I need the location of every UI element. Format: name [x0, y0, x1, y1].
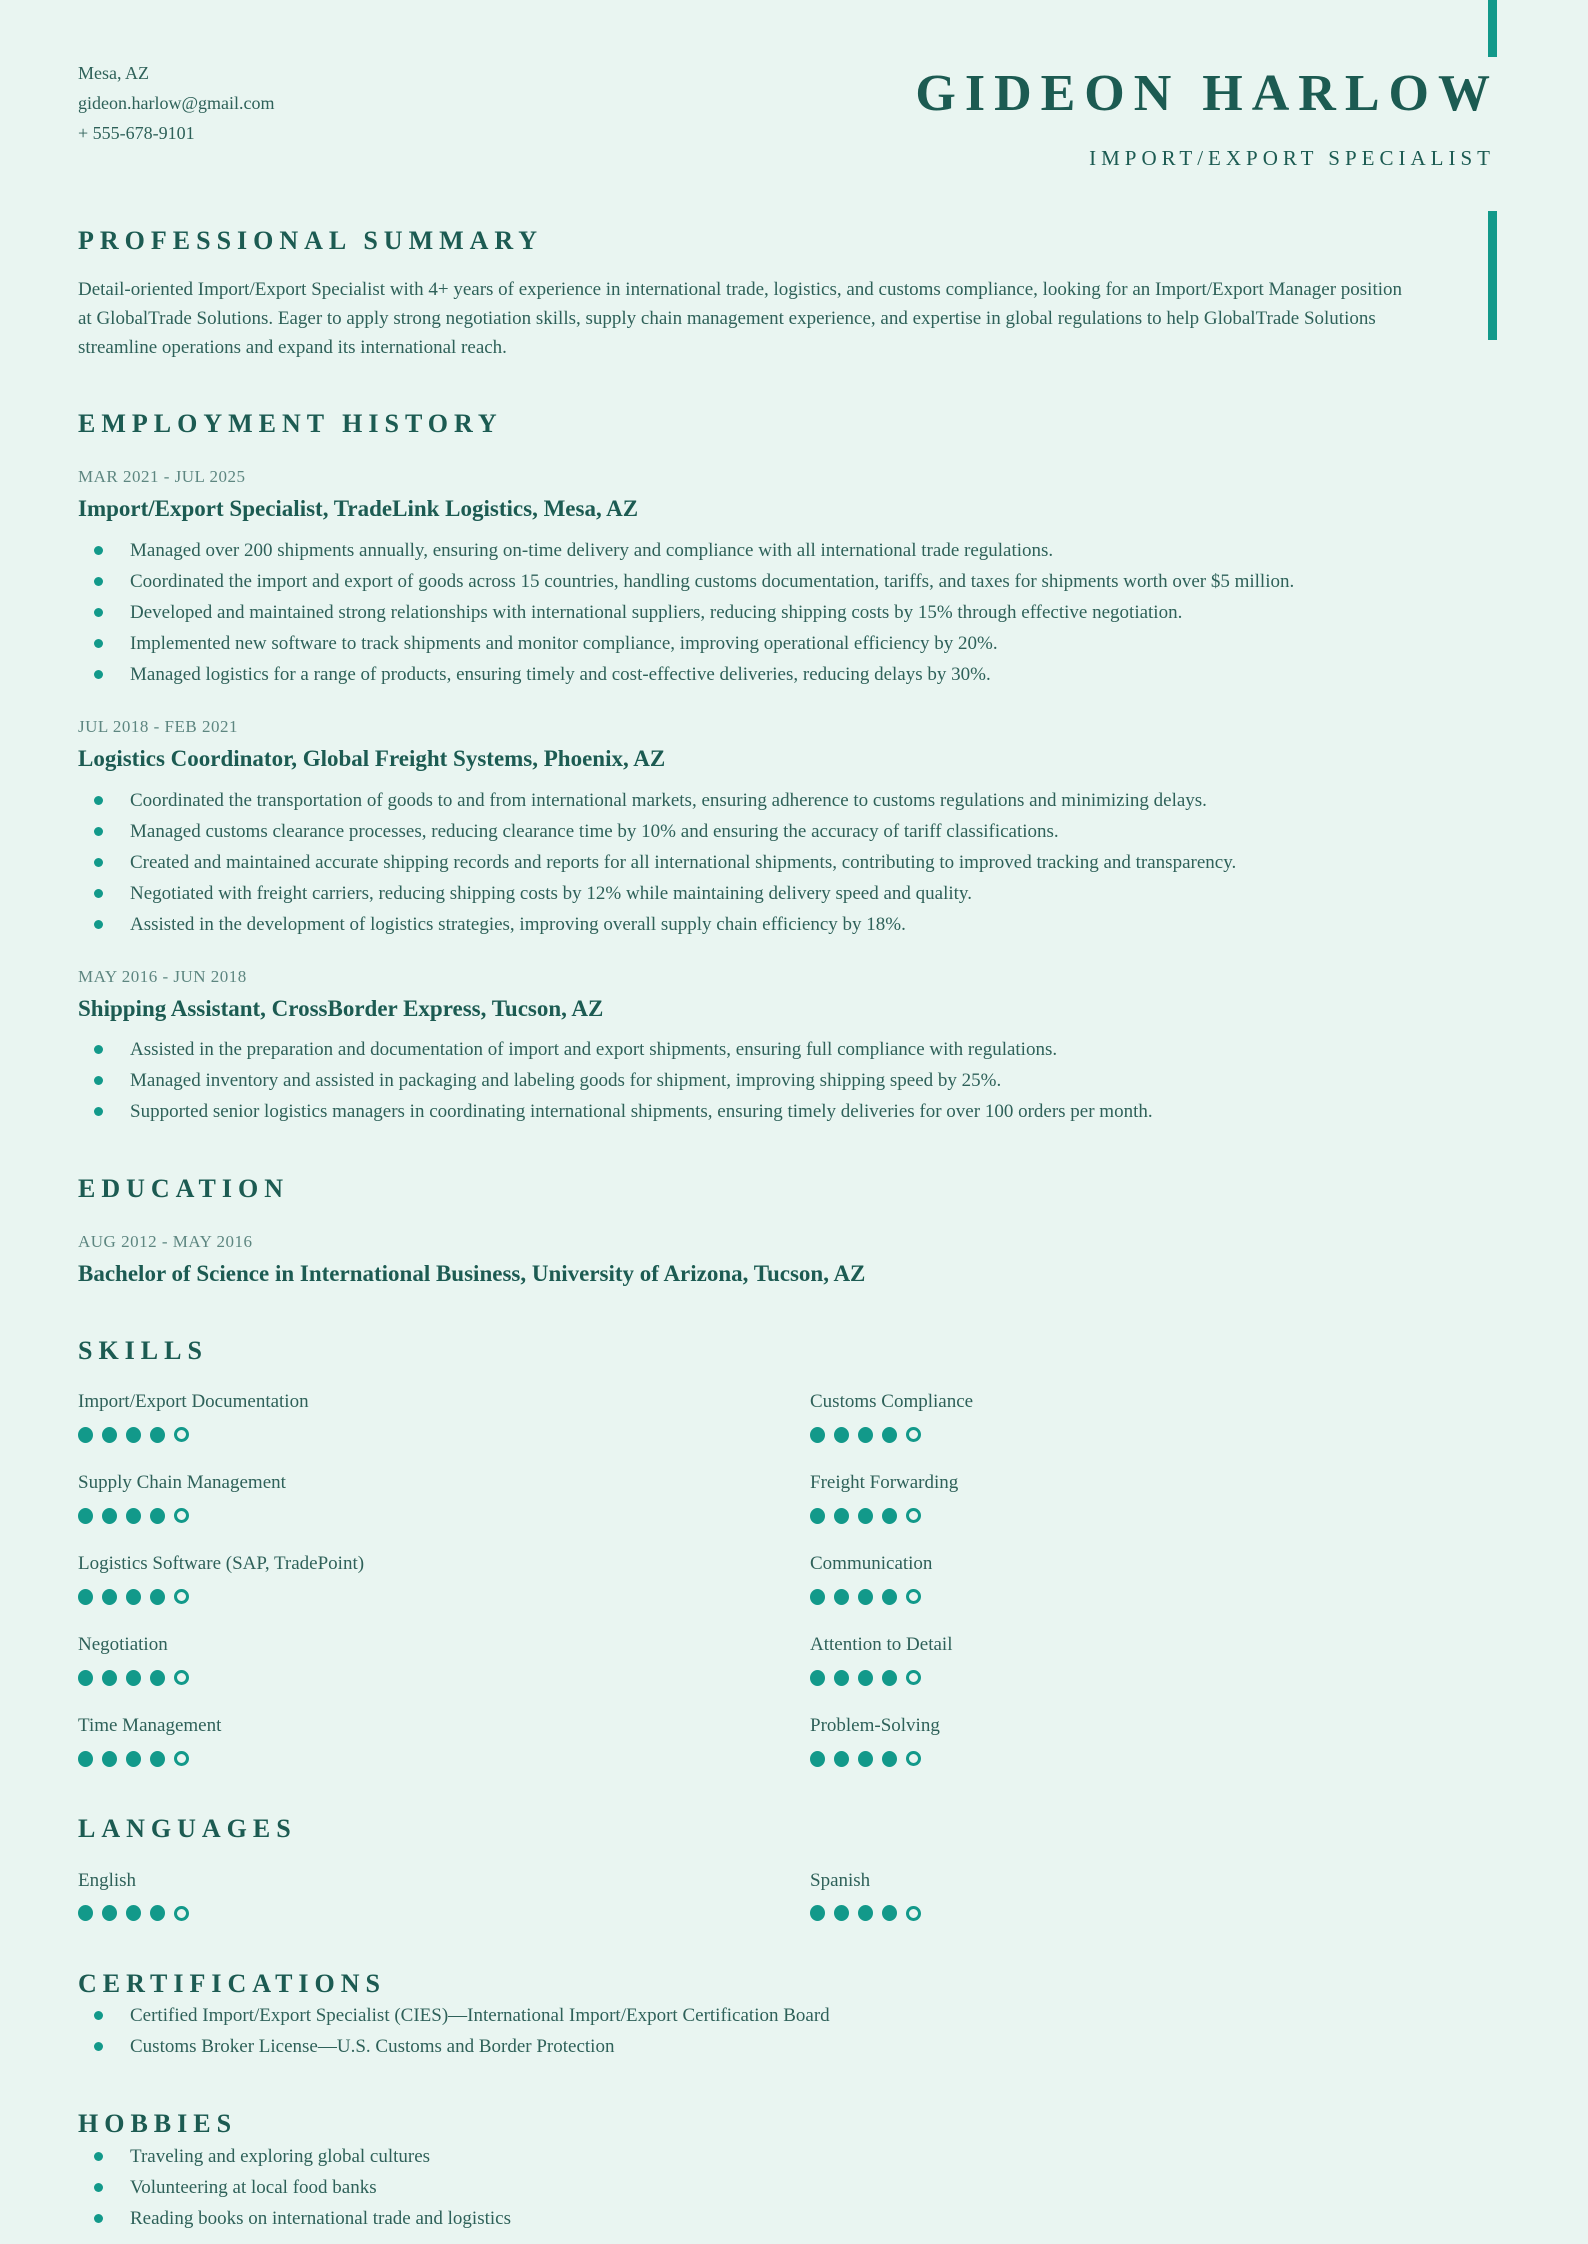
rating-dot-filled [78, 1589, 93, 1605]
job-title: Shipping Assistant, CrossBorder Express, Tucson, AZ [78, 995, 604, 1021]
rating-dot-filled [858, 1905, 873, 1921]
education-dates: AUG 2012 - MAY 2016 [78, 1231, 253, 1251]
hobby-item: Volunteering at local food banks [78, 2172, 1490, 2203]
bullet-item: Coordinated the transportation of goods to and from international markets, ensuring adherence to customs regulations and minimizing delays. [78, 785, 1490, 816]
certification-item: Certified Import/Export Specialist (CIES)—International Import/Export Certification Board [78, 2000, 1490, 2031]
rating-dot-filled [150, 1427, 165, 1443]
skill-item [78, 1634, 810, 1686]
skill-item [810, 1472, 1490, 1524]
skill-label: Customs Compliance [810, 1391, 974, 1412]
section-heading: PROFESSIONAL SUMMARY [78, 226, 544, 255]
rating-dot-empty [174, 1751, 189, 1766]
skill-label: Communication [810, 1553, 933, 1574]
rating-dot-filled [78, 1427, 93, 1443]
education-degree: Bachelor of Science in International Business, University of Arizona, Tucson, AZ [78, 1260, 866, 1286]
job-dates: JUL 2018 - FEB 2021 [78, 716, 238, 736]
bullet-item: Created and maintained accurate shipping records and reports for all international shipments, contributing to improved tracking and transparency. [78, 847, 1490, 878]
rating-dot-filled [810, 1589, 825, 1605]
certification-item: Customs Broker License—U.S. Customs and Border Protection [78, 2031, 1490, 2062]
bullet-item: Developed and maintained strong relationships with international suppliers, reducing shipping costs by 15% through effective negotiation. [78, 597, 1490, 628]
section-certifications [78, 1968, 1490, 2063]
section-heading: CERTIFICATIONS [78, 1968, 386, 1998]
skill-label: Time Management [78, 1715, 222, 1736]
rating-dot-empty [906, 1670, 921, 1685]
language-rating-dots [810, 1905, 1490, 1922]
rating-dot-filled [834, 1905, 849, 1921]
rating-dot-filled [834, 1508, 849, 1524]
section-heading: HOBBIES [78, 2109, 238, 2138]
bullet-item: Coordinated the import and export of goods across 15 countries, handling customs documentation, tariffs, and taxes for shipments worth over $5 million. [78, 566, 1490, 597]
bullet-item: Negotiated with freight carriers, reducing shipping costs by 12% while maintaining delivery speed and quality. [78, 878, 1490, 909]
hobby-item: Traveling and exploring global cultures [78, 2141, 1490, 2172]
role-title: IMPORT/EXPORT SPECIALIST [1089, 146, 1495, 170]
summary-text: Detail-oriented Import/Export Specialist with 4+ years of experience in international trade, logistics, and customs compliance, looking for an Import/Export Manager position at GlobalTrade Solutions. Eager to apply strong negotiation skills, supply chain management experience, and expertise in global regulations to help GlobalTrade Solutions streamline operations and expand its international reach. [78, 278, 1402, 358]
hobby-list [78, 2141, 1490, 2234]
rating-dot-filled [150, 1751, 165, 1767]
skill-rating-dots [78, 1588, 810, 1605]
rating-dot-filled [150, 1905, 165, 1921]
rating-dot-empty [906, 1589, 921, 1604]
job-dates: MAY 2016 - JUN 2018 [78, 966, 247, 986]
skill-rating-dots [78, 1507, 810, 1524]
language-label: English [78, 1869, 137, 1891]
contact-email: gideon.harlow@gmail.com [78, 93, 275, 113]
skills-grid [78, 1391, 1490, 1767]
rating-dot-empty [174, 1670, 189, 1685]
rating-dot-filled [102, 1670, 117, 1686]
skill-rating-dots [810, 1669, 1490, 1686]
skill-rating-dots [810, 1750, 1490, 1767]
rating-dot-filled [810, 1508, 825, 1524]
rating-dot-filled [78, 1670, 93, 1686]
skill-label: Negotiation [78, 1634, 168, 1655]
rating-dot-filled [102, 1427, 117, 1443]
rating-dot-filled [810, 1670, 825, 1686]
rating-dot-filled [102, 1508, 117, 1524]
rating-dot-filled [126, 1670, 141, 1686]
job-dates: MAR 2021 - JUL 2025 [78, 467, 246, 486]
rating-dot-filled [150, 1508, 165, 1524]
job-entry [78, 967, 1490, 1128]
bullet-item: Managed inventory and assisted in packaging and labeling goods for shipment, improving shipping speed by 25%. [78, 1065, 1490, 1096]
skill-rating-dots [810, 1507, 1490, 1524]
bullet-item: Managed customs clearance processes, reducing clearance time by 10% and ensuring the accuracy of tariff classifications. [78, 816, 1490, 847]
job-bullet-list [78, 1034, 1490, 1127]
section-education [78, 1173, 1490, 1288]
rating-dot-filled [102, 1905, 117, 1921]
contact-location: Mesa, AZ [78, 63, 149, 83]
skill-rating-dots [78, 1750, 810, 1767]
rating-dot-filled [882, 1589, 897, 1605]
rating-dot-filled [126, 1508, 141, 1524]
bullet-item: Managed over 200 shipments annually, ensuring on-time delivery and compliance with all international trade regulations. [78, 535, 1490, 566]
skill-item [810, 1553, 1490, 1605]
identity-block [915, 65, 1499, 171]
job-title: Logistics Coordinator, Global Freight Systems, Phoenix, AZ [78, 745, 666, 771]
rating-dot-filled [102, 1751, 117, 1767]
job-bullet-list [78, 535, 1490, 690]
language-label: Spanish [810, 1869, 871, 1891]
skill-label: Freight Forwarding [810, 1472, 959, 1493]
job-entry [78, 467, 1490, 690]
section-heading: SKILLS [78, 1335, 208, 1365]
rating-dot-filled [882, 1751, 897, 1767]
skill-rating-dots [810, 1426, 1490, 1443]
rating-dot-filled [78, 1508, 93, 1524]
rating-dot-filled [150, 1589, 165, 1605]
job-title: Import/Export Specialist, TradeLink Logistics, Mesa, AZ [78, 496, 639, 521]
rating-dot-filled [126, 1427, 141, 1443]
section-professional-summary [78, 225, 1490, 362]
rating-dot-filled [78, 1751, 93, 1767]
skill-item [78, 1472, 810, 1524]
rating-dot-filled [810, 1427, 825, 1443]
language-item [810, 1870, 1490, 1922]
contact-block [78, 58, 275, 148]
rating-dot-filled [150, 1670, 165, 1686]
rating-dot-filled [78, 1905, 93, 1921]
rating-dot-filled [882, 1670, 897, 1686]
hobby-item: Reading books on international trade and logistics [78, 2203, 1490, 2234]
rating-dot-filled [834, 1589, 849, 1605]
bullet-item: Implemented new software to track shipments and monitor compliance, improving operational efficiency by 20%. [78, 628, 1490, 659]
rating-dot-filled [858, 1589, 873, 1605]
rating-dot-filled [882, 1427, 897, 1443]
rating-dot-filled [858, 1751, 873, 1767]
accent-bar-middle [1488, 211, 1497, 340]
language-rating-dots [78, 1905, 810, 1922]
rating-dot-filled [126, 1589, 141, 1605]
rating-dot-filled [834, 1751, 849, 1767]
rating-dot-filled [858, 1508, 873, 1524]
rating-dot-filled [834, 1427, 849, 1443]
rating-dot-empty [906, 1427, 921, 1442]
section-heading: EMPLOYMENT HISTORY [78, 408, 503, 438]
bullet-item: Assisted in the development of logistics strategies, improving overall supply chain efficiency by 18%. [78, 909, 1490, 940]
rating-dot-filled [834, 1670, 849, 1686]
rating-dot-filled [126, 1905, 141, 1921]
skill-item [78, 1553, 810, 1605]
bullet-item: Assisted in the preparation and documentation of import and export shipments, ensuring full compliance with regulations. [78, 1034, 1490, 1065]
rating-dot-filled [858, 1427, 873, 1443]
skill-label: Import/Export Documentation [78, 1391, 309, 1412]
skill-item [810, 1715, 1490, 1767]
section-languages [78, 1813, 1490, 1922]
skill-rating-dots [78, 1669, 810, 1686]
skill-label: Attention to Detail [810, 1634, 953, 1655]
rating-dot-empty [906, 1751, 921, 1766]
rating-dot-filled [858, 1670, 873, 1686]
rating-dot-filled [882, 1905, 897, 1921]
skill-item [810, 1634, 1490, 1686]
contact-phone: + 555-678-9101 [78, 123, 195, 143]
job-bullet-list [78, 785, 1490, 940]
section-heading: EDUCATION [78, 1174, 289, 1204]
skill-item [78, 1715, 810, 1767]
rating-dot-empty [174, 1427, 189, 1442]
rating-dot-empty [906, 1508, 921, 1523]
rating-dot-filled [882, 1508, 897, 1524]
rating-dot-filled [102, 1589, 117, 1605]
skill-label: Problem-Solving [810, 1715, 940, 1736]
languages-grid [78, 1870, 1490, 1922]
section-heading: LANGUAGES [78, 1814, 297, 1843]
language-item [78, 1870, 810, 1922]
skill-item [78, 1391, 810, 1443]
certification-list [78, 2000, 1490, 2062]
rating-dot-empty [174, 1906, 189, 1921]
section-hobbies [78, 2108, 1490, 2234]
skill-item [810, 1391, 1490, 1443]
rating-dot-filled [126, 1751, 141, 1767]
rating-dot-filled [810, 1751, 825, 1767]
skill-label: Supply Chain Management [78, 1472, 286, 1493]
bullet-item: Supported senior logistics managers in coordinating international shipments, ensuring timely deliveries for over 100 orders per month. [78, 1096, 1490, 1127]
skill-rating-dots [810, 1588, 1490, 1605]
rating-dot-empty [174, 1589, 189, 1604]
section-skills [78, 1335, 1490, 1768]
accent-bar-top [1488, 0, 1497, 57]
person-name: GIDEON HARLOW [915, 65, 1499, 122]
bullet-item: Managed logistics for a range of products, ensuring timely and cost-effective deliveries, reducing delays by 30%. [78, 659, 1490, 690]
skill-label: Logistics Software (SAP, TradePoint) [78, 1553, 365, 1574]
rating-dot-empty [174, 1508, 189, 1523]
rating-dot-filled [810, 1905, 825, 1921]
section-employment-history [78, 408, 1490, 1128]
job-entry [78, 717, 1490, 940]
rating-dot-empty [906, 1906, 921, 1921]
skill-rating-dots [78, 1426, 810, 1443]
